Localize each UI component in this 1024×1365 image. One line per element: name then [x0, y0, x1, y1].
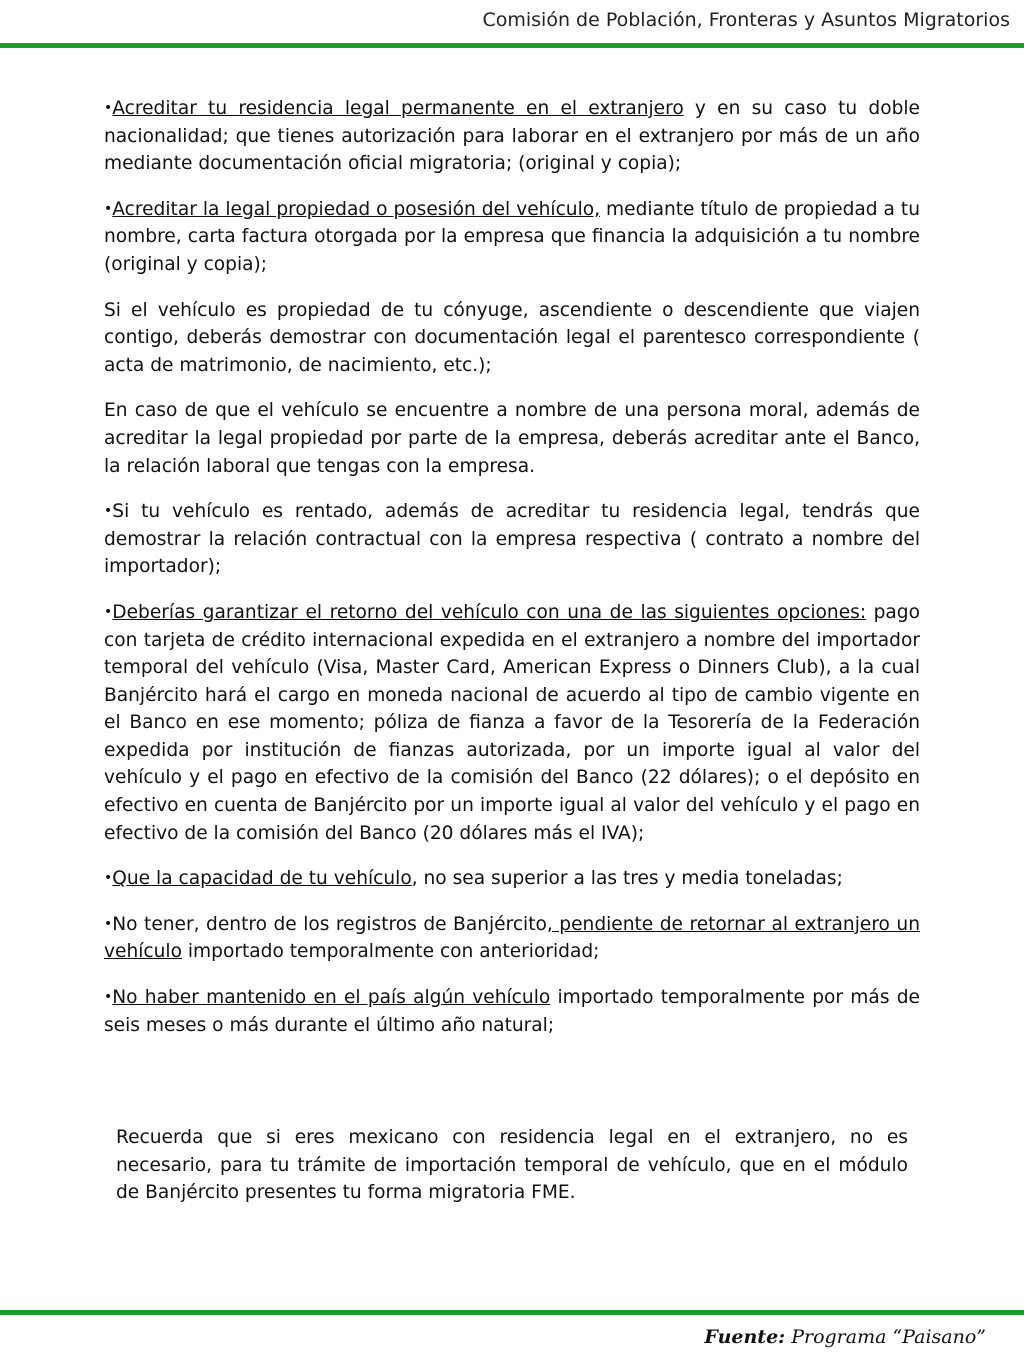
requirement-item: •Acreditar tu residencia legal permanente en el extranjero y en su caso tu doble nacionalidad; que tienes autorización para laborar en el extranjero por más de un año mediante documentación oficial migratoria; (original y copia);: [104, 98, 920, 175]
requirement-item: •Deberías garantizar el retorno del vehículo con una de las siguientes opciones: pago con tarjeta de crédito internacional expedida en el extranjero a nombre del importador temporal del vehículo (Visa, Master Card, American Express o Dinners Club), a la cual Banjército hará el cargo en moneda nacional de acuerdo al tipo de cambio vigente en el Banco en ese momento; póliza de fianza a favor de la Tesorería de la Federación expedida por institución de fianzas autorizada, por un importe igual al valor del vehículo y el pago en efectivo de la comisión del Banco (22 dólares); o el depósito en efectivo en cuenta de Banjército por un importe igual al valor del vehículo y el pago en efectivo de la comisión del Banco (20 dólares más el IVA);: [104, 601, 920, 844]
requirements-list: [104, 95, 920, 1057]
footer-rule: [0, 1310, 1024, 1315]
requirement-item: •No haber mantenido en el país algún vehículo importado temporalmente por más de seis meses o más durante el último año natural;: [104, 987, 920, 1036]
reminder-note: Recuerda que si eres mexicano con residencia legal en el extranjero, no es necesario, para tu trámite de importación temporal de vehículo, que en el módulo de Banjército presentes tu forma migratoria FME.: [116, 1127, 908, 1204]
requirement-item: Si el vehículo es propiedad de tu cónyuge, ascendiente o descendiente que viajen contigo, deberás demostrar con documentación legal el parentesco correspondiente ( acta de matrimonio, de nacimiento, etc.);: [104, 299, 920, 376]
footer-label: Fuente:: [704, 1326, 786, 1348]
bullet-icon: •: [104, 100, 113, 116]
bullet-icon: •: [104, 870, 113, 887]
bullet-icon: •: [104, 503, 113, 520]
requirement-item: •No tener, dentro de los registros de Banjército, pendiente de retornar al extranjero un vehículo importado temporalmente con anterioridad;: [104, 913, 920, 963]
bullet-icon: •: [104, 200, 113, 217]
header-rule: [0, 43, 1024, 48]
requirement-item: •Que la capacidad de tu vehículo, no sea superior a las tres y media toneladas;: [104, 868, 843, 890]
bullet-icon: •: [104, 915, 113, 932]
bullet-icon: •: [104, 989, 113, 1006]
footer-source-name: Programa “Paisano”: [785, 1326, 986, 1348]
requirement-item: •Si tu vehículo es rentado, además de acreditar tu residencia legal, tendrás que demostrar la relación contractual con la empresa respectiva ( contrato a nombre del importador);: [104, 501, 920, 578]
footer-source: [704, 1326, 986, 1348]
header-title: Comisión de Población, Fronteras y Asuntos Migratorios: [482, 9, 1010, 31]
requirement-item: En caso de que el vehículo se encuentre a nombre de una persona moral, además de acreditar la legal propiedad por parte de la empresa, deberás acreditar ante el Banco, la relación laboral que tengas con la empresa.: [104, 400, 920, 477]
bullet-icon: •: [104, 603, 113, 620]
requirement-item: •Acreditar la legal propiedad o posesión del vehículo, mediante título de propiedad a tu nombre, carta factura otorgada por la empresa que financia la adquisición a tu nombre (original y copia);: [104, 198, 921, 275]
